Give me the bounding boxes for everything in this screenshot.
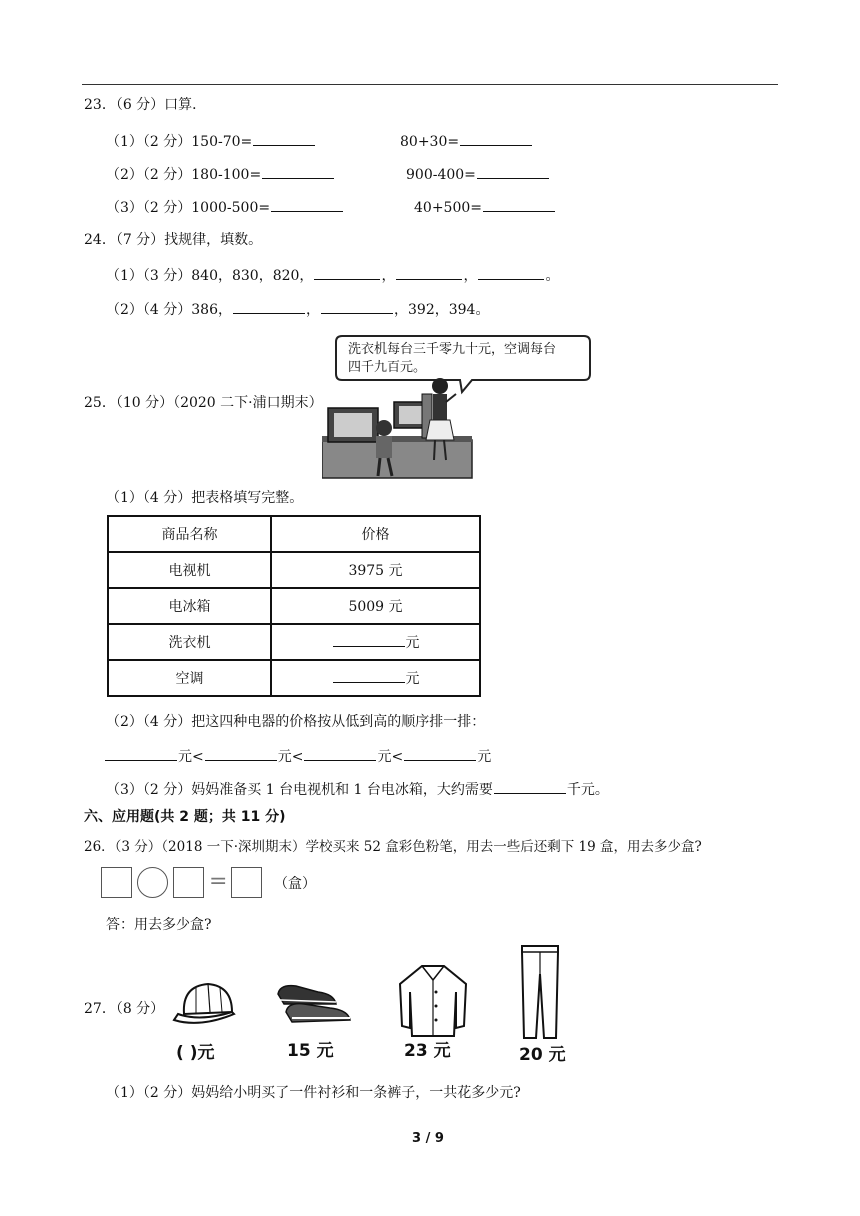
table-header-cell: 商品名称 (108, 516, 271, 552)
answer-blank[interactable] (105, 746, 177, 761)
item-name: 电冰箱 (108, 588, 271, 624)
item-name: 电视机 (108, 552, 271, 588)
table-row (108, 552, 480, 588)
item-price: 3975 元 (271, 552, 480, 588)
equation-box[interactable] (231, 867, 262, 898)
q23-row2-left: （2）（2 分）180-100= (106, 164, 335, 184)
equals-sign: = (209, 869, 228, 894)
q27-part1: （1）（2 分）妈妈给小明买了一件衬衫和一条裤子，一共花多少元? (106, 1085, 521, 1101)
q26-text: 26．（3 分）（2018 一下·深圳期末）学校买来 52 盒彩色粉笔，用去一些后还剩下 19 盒，用去多少盒? (84, 839, 702, 855)
q25-part2: （2）（4 分）把这四种电器的价格按从低到高的顺序排一排： (106, 714, 486, 730)
answer-blank[interactable] (494, 779, 566, 794)
woman-skirt (426, 420, 454, 440)
q23-row1-left: （1）（2 分）150-70= (106, 131, 316, 151)
answer-blank[interactable] (205, 746, 277, 761)
tv-screen (334, 413, 372, 437)
answer-blank[interactable] (304, 746, 376, 761)
answer-blank[interactable] (253, 131, 315, 146)
table-row (108, 588, 480, 624)
shirt-price: 23 元 (404, 1041, 451, 1061)
q23-row2-right: 900-400= (406, 164, 550, 184)
answer-blank[interactable] (396, 265, 462, 280)
q25-part1: （1）（4 分）把表格填写完整。 (106, 490, 304, 506)
q24-header: 24．（7 分）找规律，填数。 (84, 232, 263, 248)
q23-row1-right: 80+30= (400, 131, 533, 151)
price-table (107, 515, 481, 697)
answer-blank[interactable] (483, 197, 555, 212)
bubble-text-line2: 四千九百元。 (348, 360, 427, 375)
item-name: 空调 (108, 660, 271, 696)
answer-blank[interactable] (333, 668, 405, 683)
answer-blank[interactable] (460, 131, 532, 146)
answer-blank[interactable] (314, 265, 380, 280)
item-price-cell: 元 (271, 624, 480, 660)
q25-order-row: 元< 元< 元< 元 (104, 746, 491, 766)
bubble-text-line1: 洗衣机每台三千零九十元，空调每台 (348, 342, 557, 357)
q26-answer: 答：用去多少盒? (106, 917, 212, 933)
shirt-icon (394, 962, 472, 1038)
boy-body (376, 436, 392, 458)
q27-header: 27．（8 分） (84, 1001, 165, 1017)
answer-blank[interactable] (477, 164, 549, 179)
cap-icon (170, 978, 242, 1030)
pants-price: 20 元 (519, 1045, 566, 1065)
table-header-cell: 价格 (271, 516, 480, 552)
shoes-icon (274, 980, 356, 1028)
answer-blank[interactable] (233, 299, 305, 314)
equation-box[interactable] (101, 867, 132, 898)
q23-row3-right: 40+500= (414, 197, 556, 217)
answer-blank[interactable] (478, 265, 544, 280)
answer-blank[interactable] (262, 164, 334, 179)
header-rule (82, 84, 778, 85)
q23-row3-left: （3）（2 分）1000-500= (106, 197, 344, 217)
equation-box[interactable] (173, 867, 204, 898)
table-row (108, 624, 480, 660)
item-price: 5009 元 (271, 588, 480, 624)
table-header-row (108, 516, 480, 552)
answer-blank[interactable] (271, 197, 343, 212)
q25-header: 25．（10 分）（2020 二下·浦口期末） (84, 395, 323, 411)
cap-price: ( )元 (176, 1043, 215, 1063)
answer-blank[interactable] (333, 632, 405, 647)
table-row (108, 660, 480, 696)
q25-part3: （3）（2 分）妈妈准备买 1 台电视机和 1 台电冰箱，大约需要 千元。 (106, 779, 609, 799)
item-name: 洗衣机 (108, 624, 271, 660)
boy-head (376, 420, 392, 436)
q23-header: 23．（6 分）口算． (84, 97, 207, 113)
woman-head (432, 378, 448, 394)
q24-part2: （2）（4 分）386， ， ，392，394。 (106, 299, 489, 319)
tv-screen (399, 406, 423, 424)
section-heading: 六、应用题(共 2 题；共 11 分) (84, 809, 286, 825)
woman-body (433, 394, 447, 420)
counter (322, 440, 472, 478)
operator-circle[interactable] (137, 867, 168, 898)
answer-blank[interactable] (404, 746, 476, 761)
pants-icon (518, 944, 562, 1040)
q24-part1: （1）（3 分）840，830，820， ， ， 。 (106, 265, 559, 285)
answer-blank[interactable] (321, 299, 393, 314)
q26-unit: （盒） (274, 876, 316, 892)
page-number: 3 / 9 (412, 1131, 444, 1146)
shoes-price: 15 元 (287, 1041, 334, 1061)
item-price-cell: 元 (271, 660, 480, 696)
